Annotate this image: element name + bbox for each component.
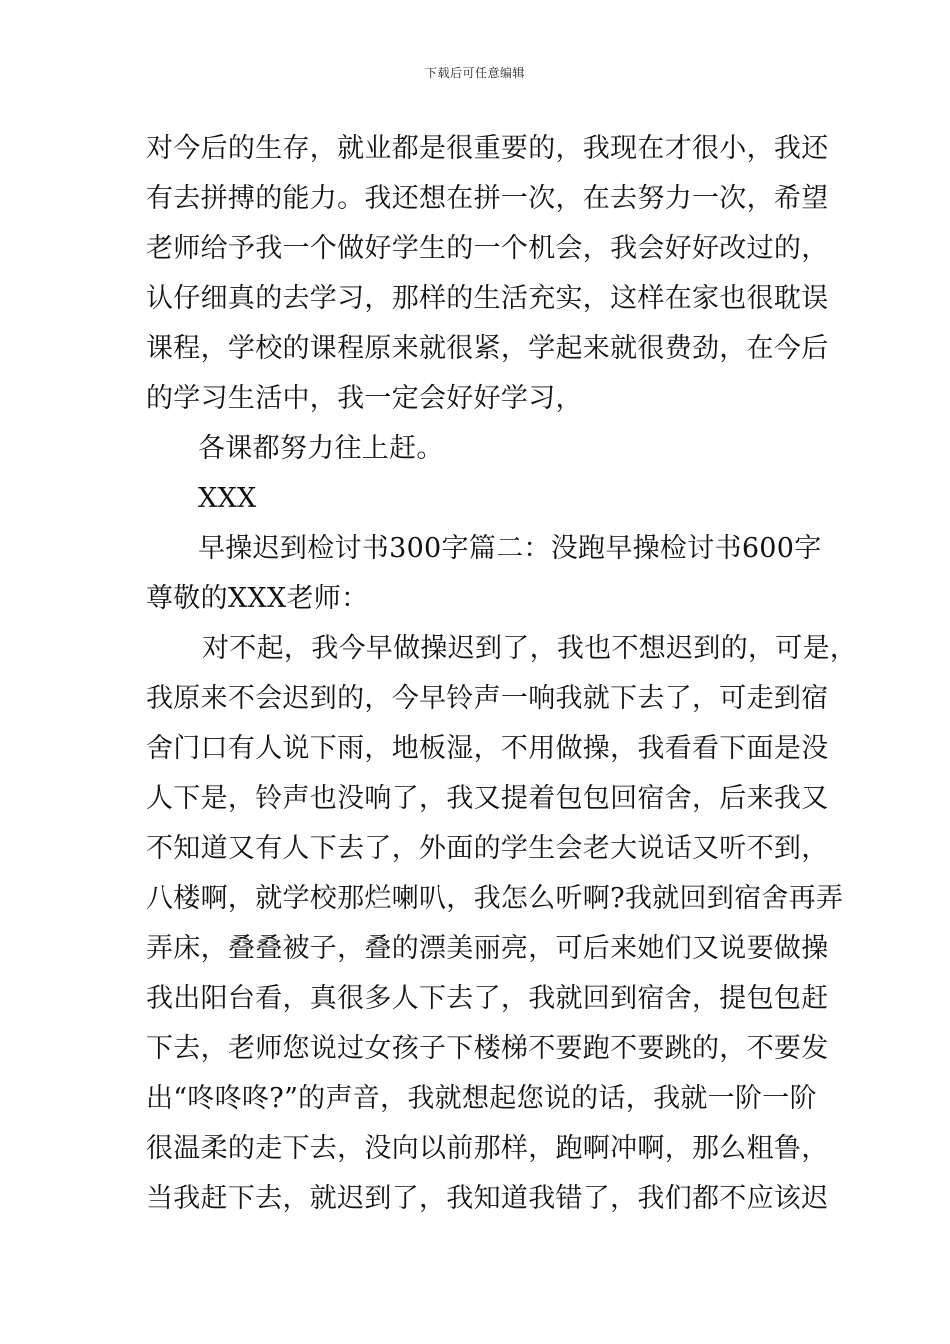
section-title: 早操迟到检讨书300字篇二：没跑早操检讨书600字 [198, 533, 822, 564]
paragraph-line: 我原来不会迟到的，今早铃声一响我就下去了，可走到宿 [146, 683, 829, 714]
paragraph-line: 不知道又有人下去了，外面的学生会老大说话又听不到， [146, 833, 829, 864]
paragraph-line: 下去，老师您说过女孩子下楼梯不要跑不要跳的，不要发 [146, 1033, 829, 1064]
paragraph-line: 有去拼搏的能力。我还想在拼一次，在去努力一次，希望 [146, 183, 829, 214]
page-header: 下载后可任意编辑 [424, 66, 525, 80]
paragraph-line: 八楼啊，就学校那烂喇叭，我怎么听啊?我就回到宿舍再弄 [146, 883, 844, 914]
paragraph-line: 对不起，我今早做操迟到了，我也不想迟到的，可是， [202, 633, 858, 664]
paragraph-line: 的学习生活中，我一定会好好学习， [146, 383, 583, 414]
signature-line: XXX [198, 483, 257, 514]
paragraph-line: 舍门口有人说下雨，地板湿，不用做操，我看看下面是没 [146, 733, 829, 764]
paragraph-line: 各课都努力往上赶。 [198, 433, 444, 464]
paragraph-line: 当我赶下去，就迟到了，我知道我错了，我们都不应该迟 [146, 1183, 829, 1214]
paragraph-line: 课程，学校的课程原来就很紧，学起来就很费劲，在今后 [146, 333, 829, 364]
paragraph-line: 老师给予我一个做好学生的一个机会，我会好好改过的， [146, 233, 829, 264]
paragraph-line: 对今后的生存，就业都是很重要的，我现在才很小，我还 [146, 133, 829, 164]
paragraph-line: 弄床，叠叠被子，叠的漂美丽亮，可后来她们又说要做操 [146, 933, 829, 964]
paragraph-line: 认仔细真的去学习，那样的生活充实，这样在家也很耽误 [146, 283, 829, 314]
paragraph-line: 出“咚咚咚?”的声音，我就想起您说的话，我就一阶一阶 [146, 1083, 817, 1114]
paragraph-line: 我出阳台看，真很多人下去了，我就回到宿舍，提包包赶 [146, 983, 829, 1014]
paragraph-line: 很温柔的走下去，没向以前那样，跑啊冲啊，那么粗鲁， [146, 1133, 829, 1164]
salutation: 尊敬的XXX老师： [146, 583, 369, 614]
paragraph-line: 人下是，铃声也没响了，我又提着包包回宿舍，后来我又 [146, 783, 829, 814]
